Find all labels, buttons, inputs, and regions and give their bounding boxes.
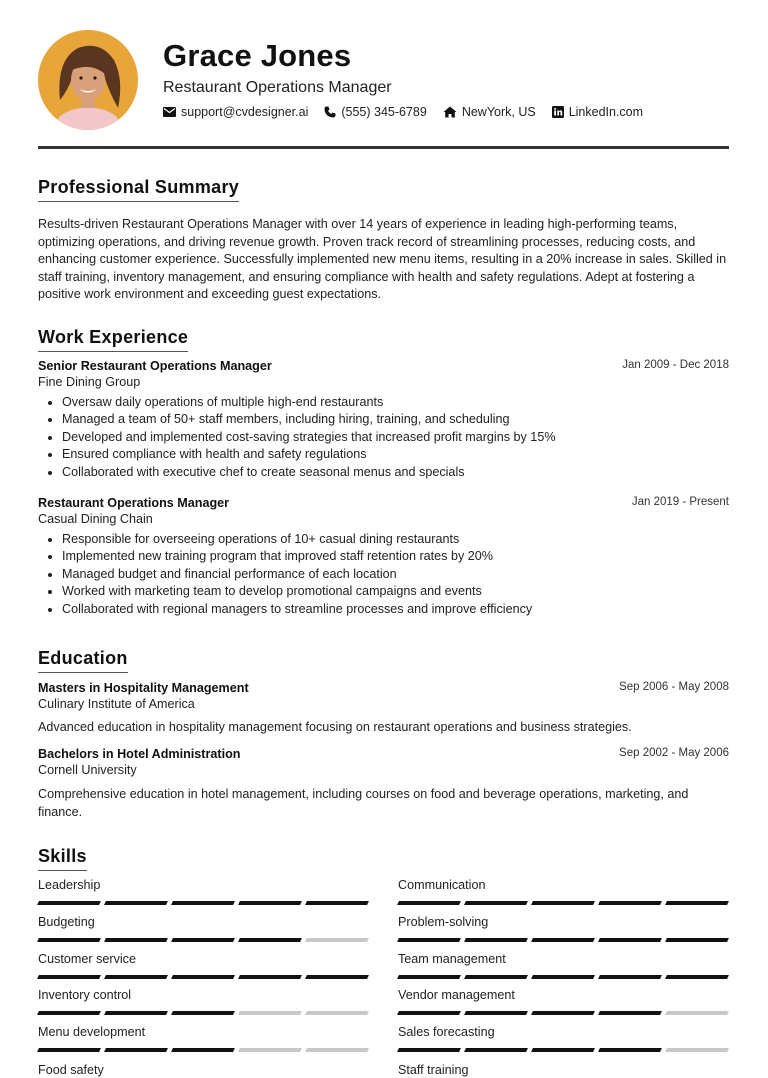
skill-segment-filled: [598, 975, 662, 979]
skill-segment-filled: [464, 1048, 528, 1052]
skill-segment-filled: [531, 938, 595, 942]
skill-segment-empty: [305, 1011, 369, 1015]
contact-phone[interactable]: [324, 105, 426, 119]
skill-name: Sales forecasting: [398, 1025, 495, 1039]
header-divider: [38, 146, 729, 149]
skill-item: [38, 915, 368, 929]
skill-segment-filled: [37, 901, 101, 905]
skill-segment-empty: [305, 1048, 369, 1052]
skill-item: [398, 915, 728, 929]
skill-level-bar: [398, 938, 728, 944]
education-description: Advanced education in hospitality management focusing on restaurant operations and business strategies.: [38, 720, 632, 734]
resume-header: [38, 30, 729, 130]
skill-level-bar: [398, 901, 728, 907]
linkedin-text: LinkedIn.com: [568, 105, 644, 119]
phone-text: (555) 345-6789: [341, 105, 427, 119]
skill-segment-filled: [171, 901, 235, 905]
job-title: Senior Restaurant Operations Manager: [38, 359, 272, 373]
skill-segment-filled: [531, 975, 595, 979]
contact-linkedin[interactable]: [552, 105, 643, 119]
skill-segment-filled: [665, 901, 729, 905]
skill-item: [398, 988, 728, 1002]
skill-segment-filled: [531, 1011, 595, 1015]
education-entry: [38, 747, 729, 821]
candidate-title: Restaurant Operations Manager: [163, 79, 392, 96]
job-date: Jan 2019 - Present: [631, 496, 729, 508]
skill-segment-filled: [397, 1048, 461, 1052]
skill-item: [398, 1063, 728, 1077]
job-bullets: [38, 394, 729, 481]
bullet-item: • Managed budget and financial performance of each location: [62, 566, 729, 583]
skill-segment-empty: [665, 1048, 729, 1052]
skill-level-bar: [38, 1048, 368, 1054]
linkedin-icon: [552, 106, 564, 118]
job-title: Restaurant Operations Manager: [38, 496, 230, 510]
skill-segment-filled: [238, 901, 302, 905]
skill-item: [38, 988, 368, 1002]
bullet-item: • Worked with marketing team to develop promotional campaigns and events: [62, 583, 729, 600]
skill-segment-filled: [397, 975, 461, 979]
skill-item: [38, 1063, 368, 1077]
bullet-item: • Developed and implemented cost-saving strategies that increased profit margins by 15%: [62, 429, 729, 446]
skill-name: Menu development: [38, 1025, 146, 1039]
school-name: Culinary Institute of America: [38, 697, 195, 711]
skill-segment-filled: [238, 938, 302, 942]
school-name: Cornell University: [38, 763, 137, 777]
skill-segment-filled: [171, 1048, 235, 1052]
skill-level-bar: [38, 1011, 368, 1017]
skill-level-bar: [38, 901, 368, 907]
skill-segment-filled: [171, 975, 235, 979]
skill-segment-filled: [238, 975, 302, 979]
job-org: Fine Dining Group: [38, 375, 141, 389]
skill-segment-filled: [104, 975, 168, 979]
skill-segment-filled: [531, 1048, 595, 1052]
education-date: Sep 2002 - May 2006: [619, 747, 729, 759]
skill-segment-filled: [665, 938, 729, 942]
bullet-item: • Collaborated with executive chef to create seasonal menus and specials: [62, 464, 729, 481]
skill-segment-filled: [37, 1048, 101, 1052]
skill-name: Problem-solving: [398, 915, 489, 929]
skill-item: [398, 1025, 728, 1039]
skill-segment-filled: [665, 975, 729, 979]
skills-heading: Skills: [38, 846, 87, 871]
job-bullets: [38, 531, 729, 618]
skill-level-bar: [38, 975, 368, 981]
skill-segment-filled: [171, 938, 235, 942]
skill-level-bar: [398, 1048, 728, 1054]
skill-segment-filled: [104, 938, 168, 942]
skill-name: Communication: [398, 878, 486, 892]
skill-segment-filled: [305, 975, 369, 979]
skill-name: Food safety: [38, 1063, 104, 1077]
skill-segment-empty: [305, 938, 369, 942]
skill-item: [38, 878, 368, 892]
email-text: support@cvdesigner.ai: [181, 105, 309, 119]
skill-name: Customer service: [38, 952, 136, 966]
skill-name: Leadership: [38, 878, 101, 892]
skill-segment-filled: [598, 901, 662, 905]
summary-text: Results-driven Restaurant Operations Manager with over 14 years of experience in leading high-performing teams, optimizing operations, and driving revenue growth. Proven track record of streamlining processes, reducing costs, and enhancing customer experience. Successfully implemented new menu items, resulting in a 20% increase in sales. Skilled in staff training, inventory management, and ensuring compliance with health and safety regulations. Adept at fostering a positive work environment and exceeding guest expectations.: [38, 217, 727, 302]
skill-segment-filled: [104, 901, 168, 905]
job-entry: [38, 496, 729, 618]
education-description: Comprehensive education in hotel management, including courses on food and beverage operations, marketing, and finance.: [38, 787, 689, 819]
bullet-item: • Responsible for overseeing operations of 10+ casual dining restaurants: [62, 531, 729, 548]
education-heading: Education: [38, 648, 128, 673]
skill-segment-filled: [104, 1011, 168, 1015]
skill-level-bar: [398, 975, 728, 981]
skill-segment-empty: [238, 1011, 302, 1015]
skill-segment-filled: [397, 938, 461, 942]
skill-segment-filled: [464, 938, 528, 942]
avatar: [38, 30, 138, 130]
contact-location: [443, 105, 536, 119]
degree-title: Masters in Hospitality Management: [38, 681, 249, 695]
summary-heading: Professional Summary: [38, 177, 239, 202]
skill-level-bar: [398, 1011, 728, 1017]
skill-segment-filled: [464, 975, 528, 979]
skill-segment-filled: [598, 1048, 662, 1052]
skill-name: Vendor management: [398, 988, 515, 1002]
skill-segment-filled: [171, 1011, 235, 1015]
bullet-item: • Ensured compliance with health and safety regulations: [62, 446, 729, 463]
skill-segment-empty: [238, 1048, 302, 1052]
skill-segment-filled: [104, 1048, 168, 1052]
job-org: Casual Dining Chain: [38, 512, 153, 526]
skill-segment-filled: [598, 1011, 662, 1015]
skill-name: Inventory control: [38, 988, 132, 1002]
experience-heading: Work Experience: [38, 327, 188, 352]
bullet-item: • Oversaw daily operations of multiple high-end restaurants: [62, 394, 729, 411]
location-text: NewYork, US: [461, 105, 536, 119]
skill-segment-filled: [464, 901, 528, 905]
skill-segment-filled: [531, 901, 595, 905]
skill-segment-empty: [665, 1011, 729, 1015]
skill-name: Staff training: [398, 1063, 469, 1077]
skill-item: [38, 1025, 368, 1039]
education-entry: [38, 681, 729, 734]
skill-segment-filled: [305, 901, 369, 905]
job-date: Jan 2009 - Dec 2018: [622, 359, 729, 371]
skill-segment-filled: [37, 975, 101, 979]
skill-segment-filled: [37, 1011, 101, 1015]
skill-item: [398, 952, 728, 966]
contact-row: [163, 105, 659, 119]
home-icon: [443, 106, 457, 118]
skill-item: [398, 878, 728, 892]
skill-segment-filled: [598, 938, 662, 942]
skill-segment-filled: [397, 901, 461, 905]
degree-title: Bachelors in Hotel Administration: [38, 747, 241, 761]
skill-segment-filled: [37, 938, 101, 942]
bullet-item: • Collaborated with regional managers to streamline processes and improve efficiency: [62, 601, 729, 618]
job-entry: [38, 359, 729, 481]
skill-item: [38, 952, 368, 966]
contact-email[interactable]: [163, 105, 308, 119]
skill-name: Team management: [398, 952, 506, 966]
education-date: Sep 2006 - May 2008: [619, 681, 729, 693]
bullet-item: • Implemented new training program that improved staff retention rates by 20%: [62, 548, 729, 565]
skill-name: Budgeting: [38, 915, 95, 929]
skill-level-bar: [38, 938, 368, 944]
envelope-icon: [163, 107, 176, 117]
candidate-name: Grace Jones: [163, 38, 352, 73]
bullet-item: • Managed a team of 50+ staff members, including hiring, training, and scheduling: [62, 411, 729, 428]
phone-icon: [324, 106, 336, 118]
portrait-image: [38, 30, 138, 130]
skill-segment-filled: [464, 1011, 528, 1015]
skill-segment-filled: [397, 1011, 461, 1015]
